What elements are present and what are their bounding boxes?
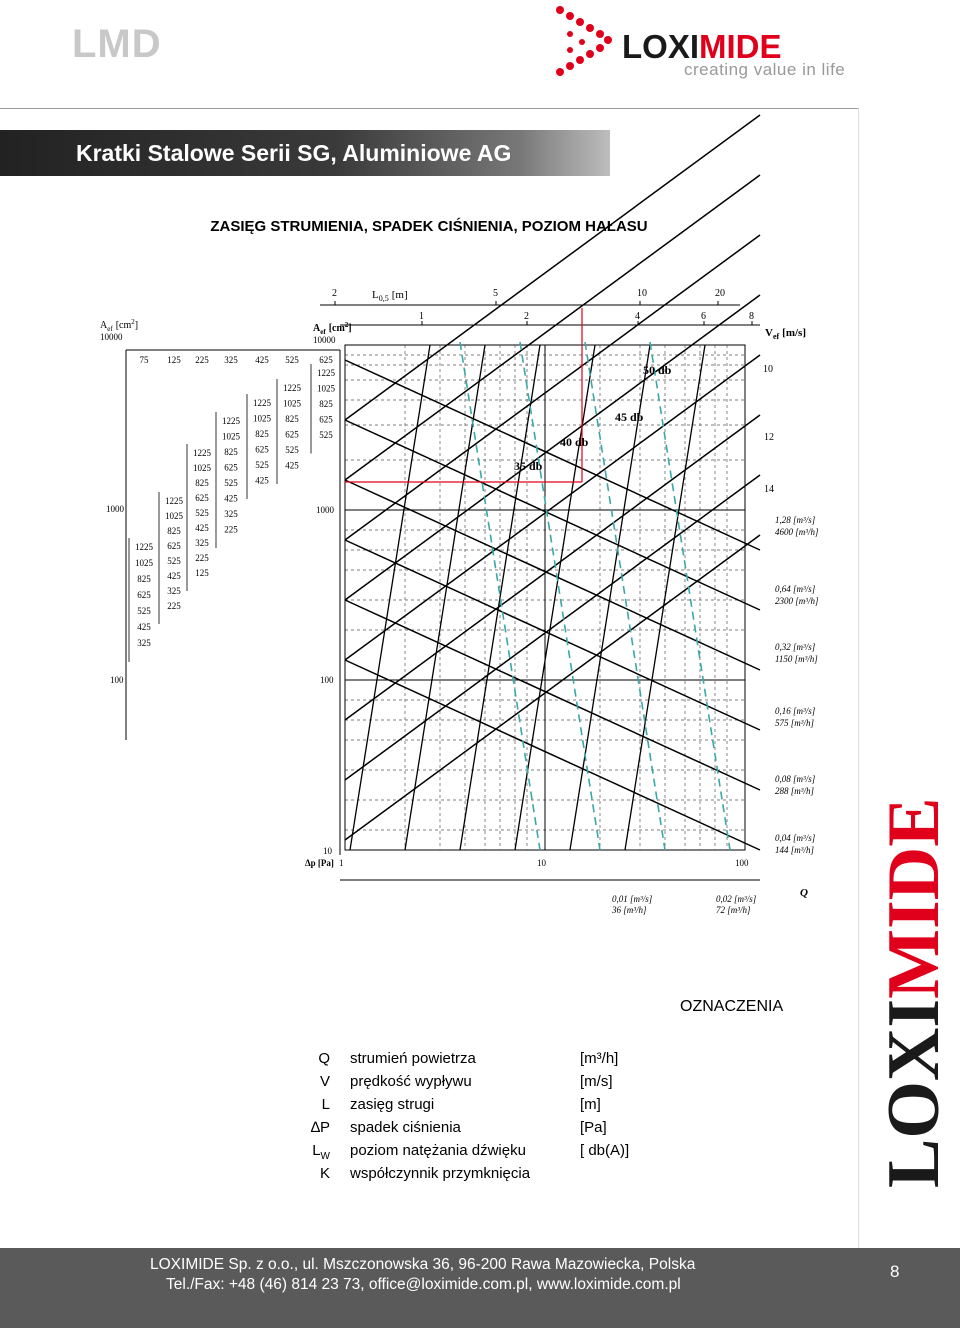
size-cell: 825	[319, 399, 333, 409]
flow-diagonal-up	[345, 295, 760, 600]
legend-symbol: ∆P	[310, 1119, 330, 1136]
l-tick-label: 10	[637, 288, 647, 299]
size-cell: 625	[137, 590, 151, 600]
size-header-cell: 125	[167, 355, 181, 365]
size-cell: 325	[224, 509, 238, 519]
legend-unit: [m³/h]	[580, 1050, 619, 1067]
v-axis-label: $V_{ef}$ [m/s]	[765, 327, 806, 341]
legend-description: prędkość wypływu	[350, 1073, 472, 1090]
dp-10: 10	[537, 858, 546, 868]
db-curve	[520, 342, 600, 850]
size-cell: 425	[285, 460, 299, 471]
flow-label-m3h: 72 [m³/h]	[716, 905, 751, 915]
size-cell: 625	[255, 444, 269, 455]
aef-label-mid: $A_{ef}$ $[cm^2]$	[313, 321, 352, 336]
legend-symbol: L	[321, 1096, 330, 1113]
size-cell: 225	[224, 524, 238, 535]
db-label-35: 35 db	[514, 459, 543, 473]
db-label-40: 40 db	[560, 435, 589, 449]
legend-description: zasięg strugi	[350, 1096, 435, 1113]
legend-row	[300, 1142, 680, 1164]
size-cell: 525	[167, 556, 181, 566]
size-cell: 325	[167, 586, 181, 596]
logo-wordmark-part1: LOXI	[622, 28, 700, 65]
size-cell: 1025	[253, 413, 271, 424]
logo-tagline: creating value in life	[684, 60, 846, 79]
legend-unit: [ db(A)]	[580, 1142, 630, 1159]
size-cell: 625	[319, 414, 333, 425]
size-cell: 525	[137, 606, 151, 616]
l-tick-label: 5	[493, 288, 498, 299]
footer-address: LOXIMIDE Sp. z o.o., ul. Mszczonowska 36, 96-200 Rawa Mazowiecka, Polska	[150, 1256, 696, 1273]
legend-description: strumień powietrza	[350, 1050, 476, 1067]
size-header-cell: 525	[285, 355, 299, 365]
flow-label-m3s: 0,64 [m³/s]	[775, 584, 816, 594]
size-header-cell: 625	[319, 355, 333, 365]
aef-10000-mid: 10000	[313, 335, 336, 345]
flow-label-m3h: 2300 [m³/h]	[775, 596, 819, 606]
size-cells	[129, 364, 336, 662]
size-cell: 1025	[193, 463, 211, 473]
size-header-cell: 75	[139, 355, 149, 365]
aef-label-left: $A_{ef}$ $[cm^2]$	[100, 318, 139, 333]
legend-description: współczynnik przymknięcia	[350, 1165, 531, 1182]
flow-label-m3s: 0,08 [m³/s]	[775, 774, 816, 784]
size-cell: 625	[224, 462, 238, 473]
size-cell: 225	[167, 601, 181, 611]
example-reading-lines	[345, 308, 582, 482]
q-axis-label: Q	[800, 887, 808, 899]
legend-list	[300, 1050, 680, 1190]
dp-axis-label: Δp [Pa]	[305, 858, 334, 868]
l-tick-label: 2	[332, 288, 337, 299]
size-cell: 325	[137, 638, 151, 648]
footer-contact: Tel./Fax: +48 (46) 814 23 73, office@loximide.com.pl, www.loximide.com.pl	[166, 1276, 681, 1293]
size-cell: 1225	[135, 542, 153, 552]
size-cell: 1025	[283, 398, 301, 409]
size-cell: 425	[137, 622, 151, 632]
legend-heading: OZNACZENIA	[680, 998, 784, 1015]
size-cell: 525	[255, 460, 269, 470]
logo-wordmark-part2: MIDE	[699, 28, 782, 65]
size-cell: 1025	[222, 431, 240, 442]
flow-label-m3s: 0,04 [m³/s]	[775, 833, 816, 843]
aef-1000-left: 1000	[106, 504, 124, 514]
v-tick-label: 2	[524, 311, 529, 322]
legend-unit: [m/s]	[580, 1073, 613, 1090]
flow-label-m3h: 144 [m³/h]	[775, 845, 814, 855]
legend-description: poziom natężania dźwięku	[350, 1142, 526, 1159]
aef-10000-left: 10000	[100, 332, 123, 342]
flow-label-m3s: 0,16 [m³/s]	[775, 706, 816, 716]
size-cell: 825	[137, 574, 151, 584]
right-v-12: 12	[764, 432, 774, 443]
aef-1000-mid: 1000	[316, 505, 334, 515]
size-cell: 1225	[283, 383, 301, 393]
legend-symbol: $L_W$	[312, 1142, 330, 1162]
v-tick-label: 6	[701, 311, 706, 322]
db-label-50: 50 db	[643, 363, 672, 377]
size-cell: 1225	[253, 398, 271, 408]
side-vertical-logo	[870, 797, 955, 1190]
legend-unit: [m]	[580, 1096, 601, 1113]
size-cell: 1225	[165, 496, 183, 506]
legend-row	[300, 1073, 680, 1095]
legend-unit: [Pa]	[580, 1119, 607, 1136]
size-cell: 425	[224, 493, 238, 504]
size-cell: 1025	[165, 511, 183, 521]
dp-100: 100	[735, 858, 749, 868]
flow-label-m3h: 4600 [m³/h]	[775, 527, 819, 537]
size-header-cell: 325	[224, 355, 238, 365]
velocity-line	[350, 345, 430, 850]
db-curve	[650, 342, 730, 850]
size-cell: 525	[224, 478, 238, 488]
flow-diagonal-down	[345, 660, 760, 850]
flow-label-m3s: 0,32 [m³/s]	[775, 642, 816, 652]
v-tick-label: 8	[749, 311, 754, 322]
flow-label-m3s: 0,01 [m³/s]	[612, 894, 653, 904]
legend-symbol: V	[319, 1073, 330, 1090]
flow-labels-bottom	[611, 894, 757, 915]
brand-left-text: LMD	[72, 22, 162, 66]
flow-labels-right	[775, 515, 819, 855]
dp-1: 1	[339, 858, 344, 868]
size-cell: 525	[319, 430, 333, 440]
size-header-cell: 425	[255, 355, 269, 365]
l-axis-label: $L_{0,5}$ [m]	[372, 289, 408, 303]
section-subtitle: ZASIĘG STRUMIENIA, SPADEK CIŚNIENIA, POZIOM HAŁASU	[210, 218, 648, 235]
size-cell: 825	[167, 526, 181, 536]
size-cell: 525	[195, 508, 209, 518]
legend-description: spadek ciśnienia	[350, 1119, 461, 1136]
size-cell: 425	[167, 571, 181, 581]
aef-100-mid: 100	[320, 675, 334, 685]
page-number: 8	[890, 1262, 900, 1281]
size-cell: 825	[195, 478, 209, 488]
page-title: Kratki Stalowe Serii SG, Aluminiowe AG	[76, 140, 512, 166]
flow-diagonal-down	[345, 540, 760, 730]
flow-label-m3h: 288 [m³/h]	[775, 786, 814, 796]
v-axis-ticks	[419, 311, 754, 325]
legend-row	[300, 1165, 680, 1187]
size-cell: 1225	[193, 448, 211, 458]
side-logo-text: LOXIMIDE	[873, 797, 955, 1188]
size-header-row	[140, 355, 334, 365]
flow-label-m3s: 1,28 [m³/s]	[775, 515, 816, 525]
size-cell: 825	[224, 447, 238, 457]
size-cell: 225	[195, 553, 209, 563]
size-cell: 325	[195, 538, 209, 548]
v-tick-label: 4	[635, 311, 640, 322]
flow-diagonal-down	[345, 600, 760, 790]
flow-label-m3h: 1150 [m³/h]	[775, 654, 818, 664]
legend-row	[300, 1119, 680, 1141]
size-cell: 825	[285, 414, 299, 424]
size-cell: 425	[255, 475, 269, 486]
legend-row	[300, 1050, 680, 1072]
size-cell: 825	[255, 429, 269, 439]
db-label-45: 45 db	[615, 410, 644, 424]
loximide-dots-icon	[548, 2, 628, 82]
size-cell: 625	[195, 493, 209, 503]
chart-grid	[345, 345, 745, 850]
size-cell: 625	[285, 429, 299, 440]
v-tick-label: 1	[419, 311, 424, 322]
size-cell: 625	[167, 541, 181, 551]
size-cell: 125	[195, 568, 209, 578]
nomogram-chart	[0, 270, 858, 930]
size-cell: 425	[195, 523, 209, 533]
legend-symbol: K	[319, 1165, 330, 1182]
flow-diagonal-up	[345, 415, 760, 720]
size-cell: 1225	[222, 416, 240, 426]
header-divider	[0, 108, 960, 109]
l-tick-label: 20	[715, 288, 725, 299]
legend-symbol: Q	[318, 1050, 330, 1067]
flow-label-m3s: 0,02 [m³/s]	[716, 894, 757, 904]
size-cell: 1025	[317, 383, 335, 394]
flow-diagonal-down	[345, 420, 760, 610]
aef-100-left: 100	[110, 675, 124, 685]
size-header-cell: 225	[195, 355, 209, 365]
flow-label-m3h: 575 [m³/h]	[775, 718, 814, 728]
size-cell: 1025	[135, 558, 153, 568]
flow-label-m3h: 36 [m³/h]	[612, 905, 647, 915]
size-cell: 525	[285, 445, 299, 455]
dp-10-left: 10	[323, 846, 332, 856]
right-v-10: 10	[763, 364, 773, 375]
legend-row	[300, 1096, 680, 1118]
right-v-14: 14	[764, 484, 774, 495]
size-cell: 1225	[317, 368, 335, 378]
